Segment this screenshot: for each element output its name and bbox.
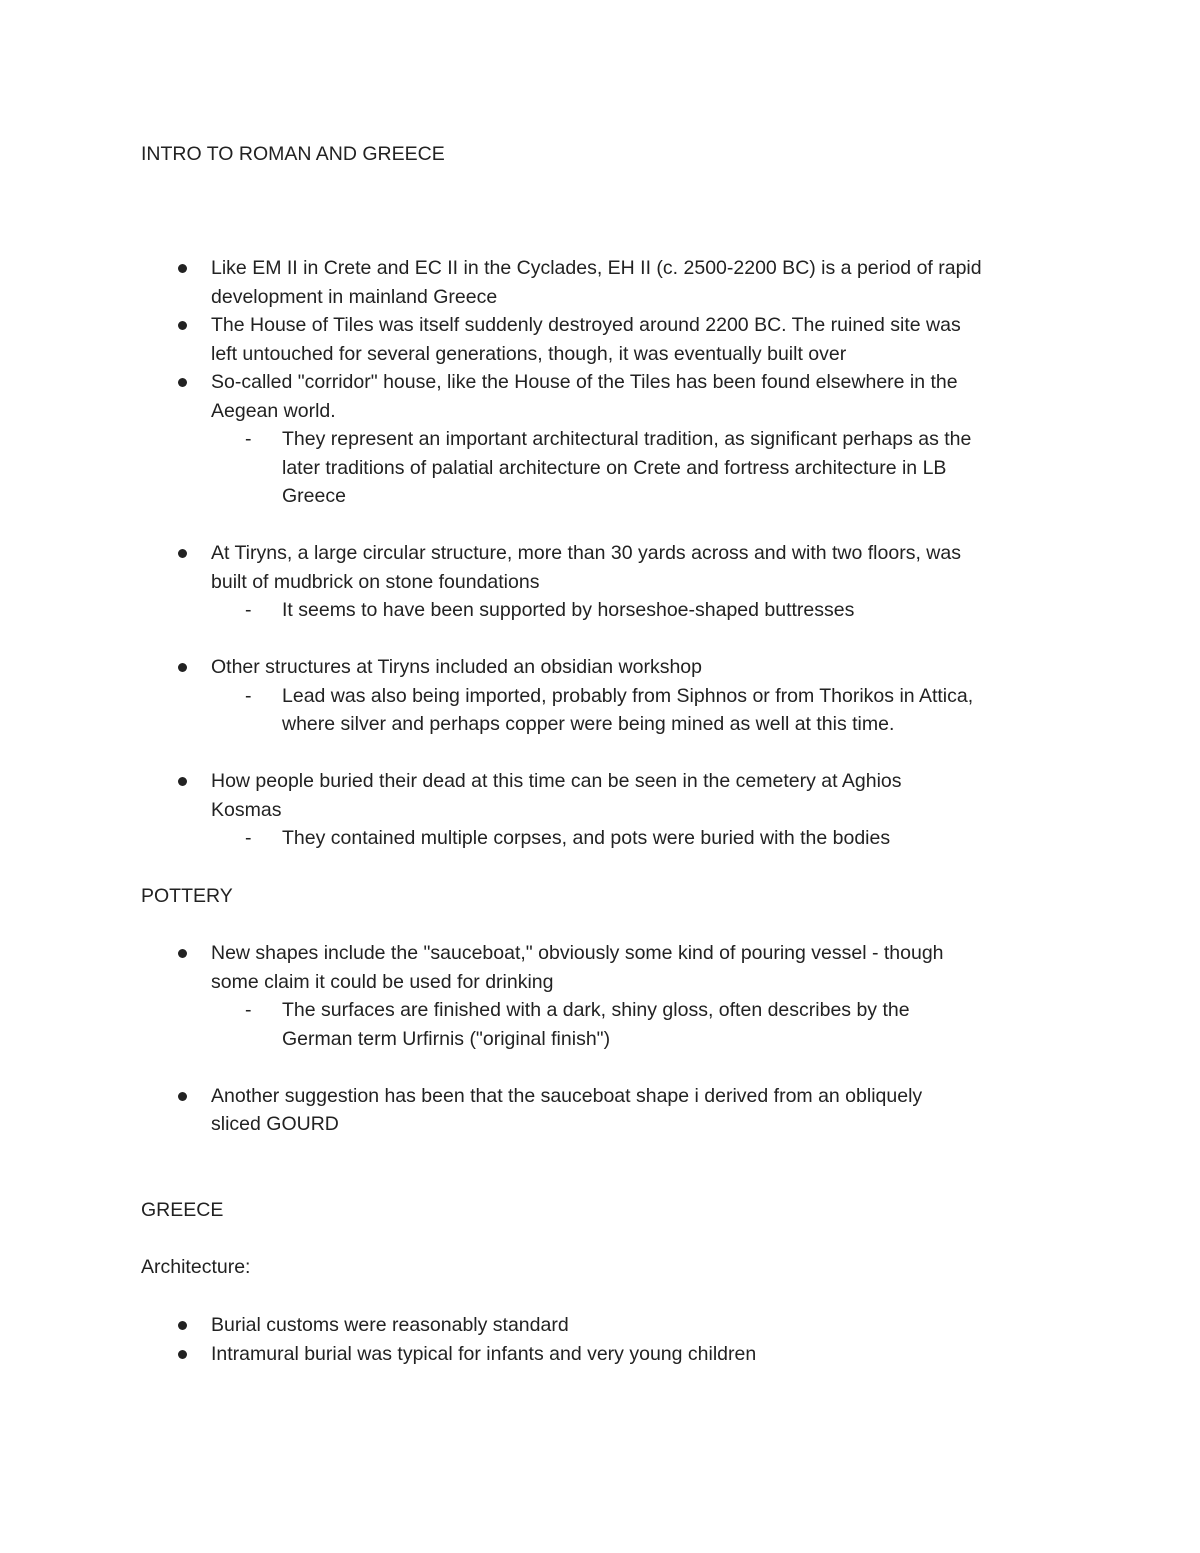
sub-item-line: The surfaces are finished with a dark, shiny gloss, often describes by the [282,999,910,1021]
list-item-line: some claim it could be used for drinking [211,970,554,993]
section-heading-greece: GREECE [141,1199,224,1221]
bullet-icon [178,1092,187,1101]
list-item-line: The House of Tiles was itself suddenly destroyed around 2200 BC. The ruined site was [211,314,961,336]
sub-item-line: Lead was also being imported, probably from Siphnos or from Thorikos in Attica, [282,684,974,707]
page-title: INTRO TO ROMAN AND GREECE [141,143,445,165]
sub-item-line: They represent an important architectural tradition, as significant perhaps as the [282,428,972,450]
bullet-icon [178,321,187,330]
list-item-line: Other structures at Tiryns included an obsidian workshop [211,656,702,678]
list-item-line: So-called "corridor" house, like the House of the Tiles has been found elsewhere in the [211,371,958,393]
sub-bullet-dash: - [245,599,252,621]
list-item-line: How people buried their dead at this time can be seen in the cemetery at Aghios [211,770,902,792]
sub-bullet-dash: - [245,684,252,707]
sub-item-line: Greece [282,485,346,507]
sub-item-line: It seems to have been supported by horseshoe-shaped buttresses [282,599,855,621]
sub-item-line: They contained multiple corpses, and pots were buried with the bodies [282,827,891,849]
bullet-icon [178,1321,187,1330]
list-item-line: Like EM II in Crete and EC II in the Cyclades, EH II (c. 2500-2200 BC) is a period of rapid [211,257,982,279]
list-item-line: development in mainland Greece [211,285,498,308]
list-item-line: sliced GOURD [211,1113,339,1135]
list-item-line: Burial customs were reasonably standard [211,1314,569,1336]
list-item-line: New shapes include the "sauceboat," obviously some kind of pouring vessel - though [211,942,944,964]
list-item-line: Intramural burial was typical for infants and very young children [211,1342,757,1365]
sub-bullet-dash: - [245,428,252,450]
sub-bullet-dash: - [245,827,252,849]
list-item-line: built of mudbrick on stone foundations [211,570,540,593]
bullet-icon [178,1350,187,1359]
section-heading-pottery: POTTERY [141,885,233,907]
sub-item-line: German term Urfirnis ("original finish") [282,1027,611,1050]
sub-item-line: where silver and perhaps copper were being mined as well at this time. [282,713,895,735]
bullet-icon [178,663,187,672]
bullet-icon [178,949,187,958]
bullet-icon [178,264,187,273]
subheading-architecture: Architecture: [141,1256,251,1278]
bullet-icon [178,777,187,786]
sub-item-line: later traditions of palatial architecture on Crete and fortress architecture in LB [282,456,947,479]
bullet-icon [178,378,187,387]
bullet-icon [178,549,187,558]
list-item-line: Another suggestion has been that the sauceboat shape i derived from an obliquely [211,1084,923,1107]
list-item-line: Aegean world. [211,399,336,422]
list-item-line: At Tiryns, a large circular structure, more than 30 yards across and with two floors, was [211,542,961,564]
sub-bullet-dash: - [245,999,252,1021]
list-item-line: Kosmas [211,798,282,821]
list-item-line: left untouched for several generations, though, it was eventually built over [211,342,847,365]
